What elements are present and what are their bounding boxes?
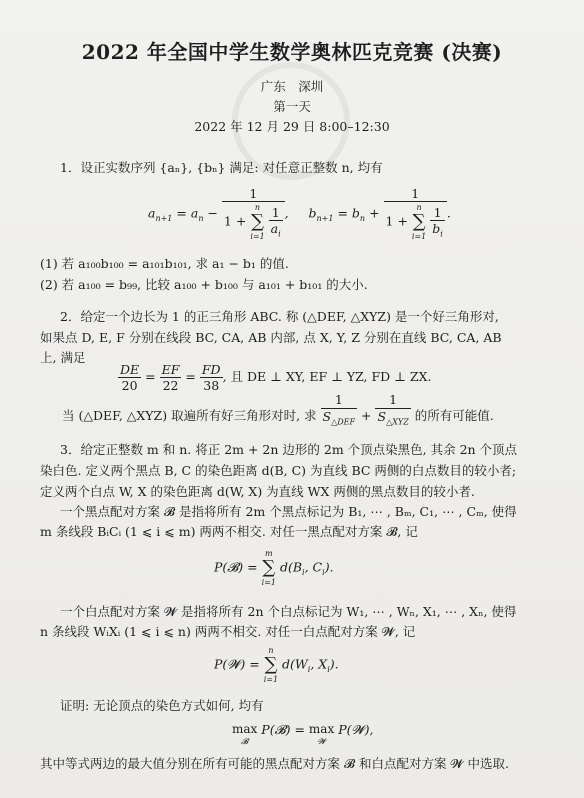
problem1-recurrence: $a_{n+1} = a_n$ − 1 1 + n ∑ i=1 $\frac{1}{a_i}$ , $b_{n+1} = b_n$ + 1 1 + n ∑ i=1 $\frac{1}{b_i}$ . [148,186,451,241]
problem3-line5: m 条线段 BᵢCᵢ (1 ⩽ i ⩽ m) 两两不相交. 对任一黑点配对方案 𝓑, 记 [40,524,418,539]
problem3-black-formula: P(𝓑) = m ∑ i=1 $d(B_i$, $C_i$). [214,549,334,587]
problem3-line4: 一个黑点配对方案 𝓑 是指将所有 2m 个黑点标记为 B₁, ⋯ , Bₘ, C₁, ⋯ , Cₘ, 使得 [60,504,517,519]
problem3-line3: 定义两个白点 W, X 的染色距离 d(W, X) 为直线 WX 两侧的黑点数目的较小者. [40,484,475,499]
problem3-line2: 染白色. 定义两个黑点 B, C 的染色距离 d(B, C) 为直线 BC 两侧的白点数目的较小者; [40,463,517,478]
problem2-line1: 2．给定一个边长为 1 的正三角形 ABC. 称 (△DEF, △XYZ) 是一个好三角形对, [60,309,499,324]
exam-date: 2022 年 12 月 29 日 8:00–12:30 [194,119,390,134]
problem2-ratio-condition: $\frac{DE}{20}$ = $\frac{EF}{22}$ = $\frac{FD}{38}$ , 且 DE ⊥ XY, EF ⊥ YZ, FD ⊥ ZX. [120,362,432,393]
problem3-line1: 3．给定正整数 m 和 n. 将正 2m + 2n 边形的 2m 个顶点染黑色, 其余 2n 个顶点 [60,442,518,457]
problem3-prove: 证明: 无论顶点的染色方式如何, 均有 [60,698,264,713]
exam-location: 广东 深圳 [260,79,324,94]
problem2-perpendicular-condition: 且 DE ⊥ XY, EF ⊥ YZ, FD ⊥ ZX. [230,369,432,384]
page-title: 2022 年全国中学生数学奥林匹克竞赛 (决赛) [81,40,503,64]
problem1-part2: (2) 若 a₁₀₀ = b₉₉, 比较 a₁₀₀ + b₁₀₀ 与 a₁₀₁ + b₁₀₁ 的大小. [40,277,368,292]
problem2-line3: 上, 满足 [40,350,86,365]
exam-day: 第一天 [273,99,311,114]
problem3-final: 其中等式两边的最大值分别在所有可能的黑点配对方案 𝓑 和白点配对方案 𝓦 中选取. [40,756,509,771]
problem2-question: 当 (△DEF, △XYZ) 取遍所有好三角形对时, 求 $\frac{1}{S_{\triangle DEF}}$ + $\frac{1}{S_{\triangle XYZ}}$ 的所有可能值. [40,402,555,431]
problem3-max-equality: max 𝓑 P(𝓑) = max 𝓦 P(𝓦), [232,722,374,746]
problem1-part1: (1) 若 a₁₀₀b₁₀₀ = a₁₀₁b₁₀₁, 求 a₁ − b₁ 的值. [40,256,289,271]
problem3-white-formula: P(𝓦) = n ∑ i=1 $d(W_i$, $X_i$). [214,646,339,684]
problem3-line7: n 条线段 WᵢXᵢ (1 ⩽ i ⩽ n) 两两不相交. 对任一白点配对方案 𝓦, 记 [40,624,416,639]
problem3-line6: 一个白点配对方案 𝓦 是指将所有 2n 个白点标记为 W₁, ⋯ , Wₙ, X₁, ⋯ , Xₙ, 使得 [60,604,517,619]
problem2-line2: 如果点 D, E, F 分别在线段 BC, CA, AB 内部, 点 X, Y, Z 分别在直线 BC, CA, AB [40,330,502,345]
problem1-intro: 1．设正实数序列 {aₙ}, {bₙ} 满足: 对任意正整数 n, 均有 [60,160,383,175]
